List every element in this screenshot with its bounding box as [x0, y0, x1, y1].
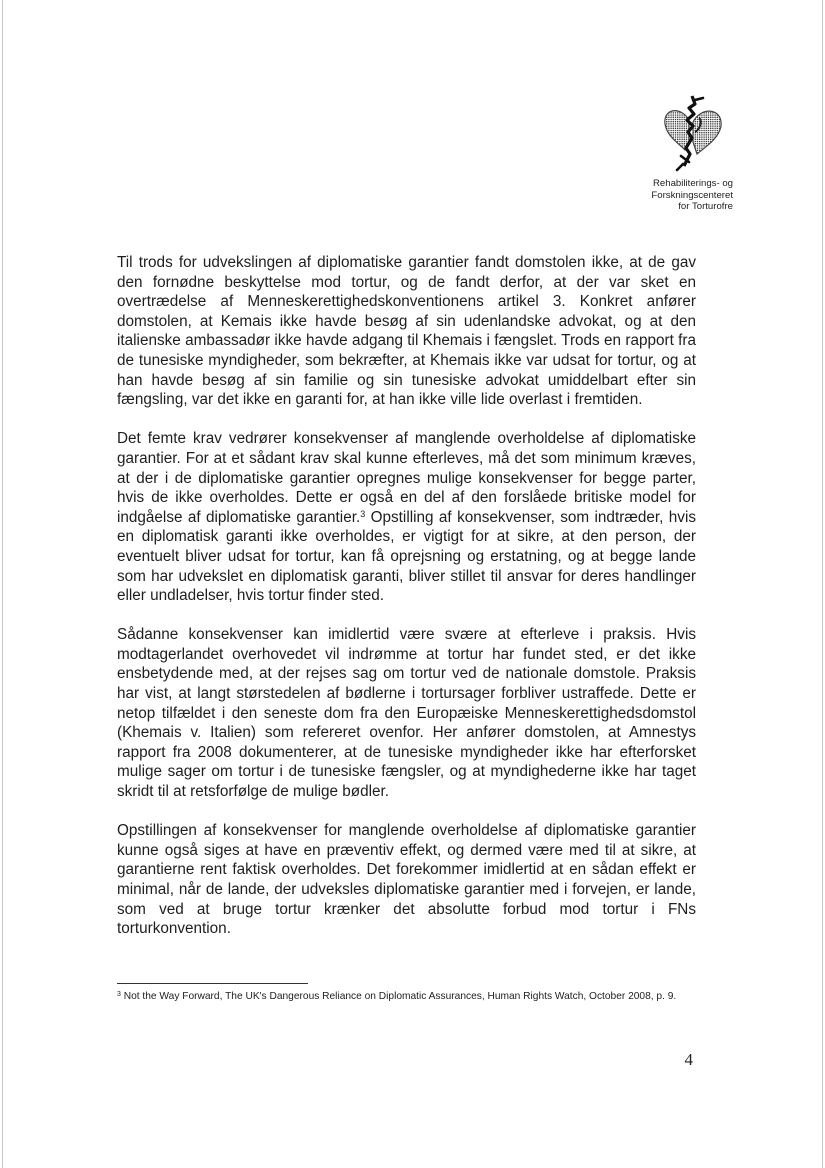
- paragraph: Sådanne konsekvenser kan imidlertid være svære at efterleve i praksis. Hvis modtagerlandet overhovedet vil indrømme at tortur har fundet sted, er det ikke ensbetydende med, at der rejses sag om tortur ved de nationale domstole. Praksis har vist, at langt størstedelen af bødlerne i tortursager forbliver ustraffede. Dette er netop tilfældet i den seneste dom fra den Europæiske Menneskerettighedsdomstol (Khemais v. Italien) som refereret ovenfor. Her anfører domstolen, at Amnestys rapport fra 2008 dokumenterer, at de tunesiske myndigheder ikke har efterforsket mulige sager om tortur i de tunesiske fængsler, og at myndighederne ikke har taget skridt til at retsforfølge de mulige bødler.: [117, 626, 696, 801]
- body-text: [117, 253, 696, 958]
- footnote-text: Not the Way Forward, The UK's Dangerous Reliance on Diplomatic Assurances, Human Rights Watch, October 2008, p. 9.: [120, 991, 677, 1002]
- footnote-number: 3: [117, 991, 121, 998]
- organization-name-line: for Torturofre: [678, 201, 733, 212]
- footnote-separator: [117, 983, 308, 984]
- page-left-edge: [2, 0, 3, 1168]
- paragraph-text: Det femte krav vedrører konsekvenser af manglende overholdelse af diplomatiske garantier. For at et sådant krav skal kunne efterleves, må det som minimum kræves, at der i de diplomatiske garantier opregnes mulige konsekvenser for begge parter, hvis de ikke overholdes. Dette er også en del af den forslåede britiske model for indgåelse af diplomatiske garantier.: [117, 430, 696, 526]
- paragraph: Til trods for udvekslingen af diplomatiske garantier fandt domstolen ikke, at de gav den fornødne beskyttelse mod tortur, og de fandt derfor, at der var sket en overtrædelse af Menneskerettighedskonventionens artikel 3. Konkret anfører domstolen, at Kemais ikke havde besøg af sin udenlandske advokat, og at den italienske ambassadør ikke havde adgang til Khemais i fængslet. Trods en rapport fra de tunesiske myndigheder, som bekræfter, at Khemais ikke var udsat for tortur, og at han havde besøg af sin familie og sin tunesiske advokat umiddelbart efter sin fængsling, var det ikke en garanti for, at han ikke ville lide overlast i fremtiden.: [117, 254, 696, 409]
- footnote: [117, 990, 697, 1005]
- organization-name-line: Rehabiliterings- og: [653, 178, 733, 189]
- footnote-reference[interactable]: 3: [360, 508, 366, 519]
- rct-logo-icon: [659, 92, 727, 172]
- page-right-edge: [822, 0, 823, 1168]
- paragraph: Opstillingen af konsekvenser for manglende overholdelse af diplomatiske garantier kunne også siges at have en præventiv effekt, og dermed være med til at sikre, at garantierne rent faktisk overholdes. Det forekommer imidlertid at en sådan effekt er minimal, når de lande, der udveksles diplomatiske garantier med i forvejen, er lande, som ved at bruge tortur krænker det absolutte forbud mod tortur i FNs torturkonvention.: [117, 822, 696, 938]
- paragraph-text: Opstilling af konsekvenser, som indtræder, hvis en diplomatisk garanti ikke overholdes, er vigtigt for at sikre, at den person, der eventuelt bliver udsat for tortur, kan få oprejsning og erstatning, og at begge lande som har udvekslet en diplomatisk garanti, bliver stillet til ansvar for deres handlinger eller undladelser, hvis tortur finder sted.: [117, 508, 696, 605]
- paragraph: [117, 429, 696, 605]
- organization-name: [593, 178, 733, 213]
- page-number: 4: [684, 1050, 693, 1069]
- organization-name-line: Forskningscenteret: [651, 189, 733, 201]
